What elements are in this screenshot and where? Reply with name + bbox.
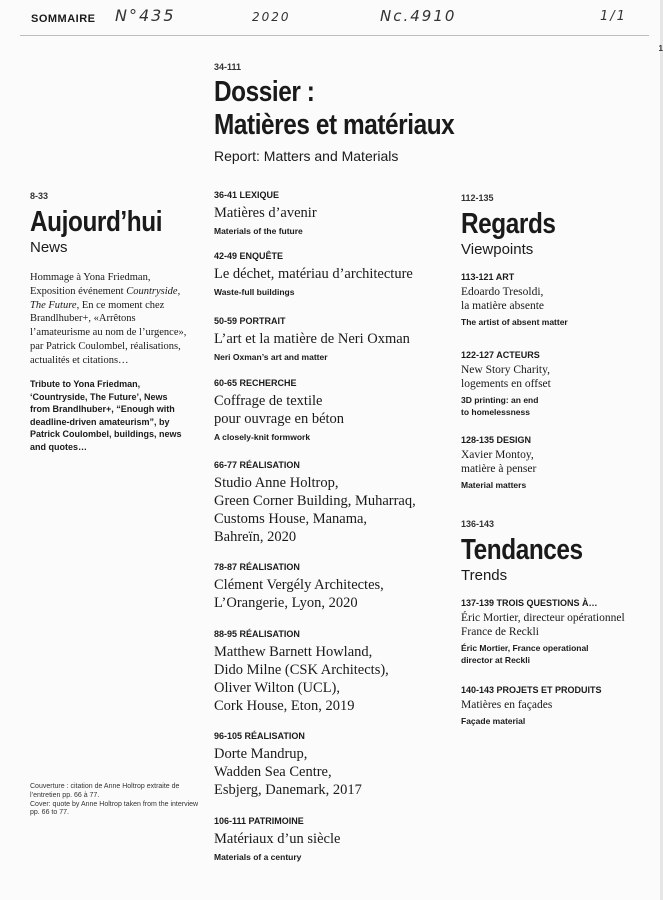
entry-english: Material matters bbox=[461, 480, 527, 490]
cover-note-en: Cover: quote by Anne Holtrop taken from the interview pp. 66 to 77. bbox=[30, 800, 199, 817]
entry-english: Materials of the future bbox=[214, 226, 303, 236]
entry-title: Le déchet, matériau d’architecture bbox=[214, 266, 413, 282]
entry-title: Xavier Montoy, matière à penser bbox=[461, 449, 537, 475]
aujourdhui-pages: 8-33 bbox=[30, 191, 49, 201]
entry-pages-rubric: 60-65 RECHERCHE bbox=[214, 378, 297, 388]
entry-pages-rubric: 36-41 LEXIQUE bbox=[214, 190, 280, 200]
entry-pages-rubric: 50-59 PORTRAIT bbox=[214, 316, 286, 326]
entry-pages-rubric: 128-135 DESIGN bbox=[461, 435, 532, 445]
regards-entry bbox=[461, 350, 651, 418]
aujourdhui-title: Aujourd’hui bbox=[30, 206, 163, 238]
dossier-pages: 34-111 bbox=[214, 62, 242, 72]
handwritten-page-count: 1/1 bbox=[600, 9, 627, 24]
regards-entry bbox=[461, 435, 651, 491]
regards-pages: 112-135 bbox=[461, 193, 494, 203]
handwritten-year: 2020 bbox=[252, 10, 291, 24]
dossier-entry bbox=[214, 316, 444, 363]
entry-title: New Story Charity, logements en offset bbox=[461, 364, 551, 390]
aujourdhui-subtitle: News bbox=[30, 239, 68, 256]
handwritten-reference: Nc.4910 bbox=[380, 7, 457, 25]
entry-title: Matériaux d’un siècle bbox=[214, 831, 341, 847]
entry-pages-rubric: 66-77 RÉALISATION bbox=[214, 460, 300, 470]
intro-fr-part-1: Hommage à Yona Friedman, Exposition événement bbox=[30, 272, 151, 297]
regards-subtitle: Viewpoints bbox=[461, 241, 534, 258]
dossier-title-line-2: Matières et matériaux bbox=[214, 109, 455, 141]
dossier-title-line-1: Dossier : bbox=[214, 76, 315, 108]
entry-english: Waste-full buildings bbox=[214, 287, 295, 297]
entry-title: L’art et la matière de Neri Oxman bbox=[214, 331, 410, 347]
dossier-entry bbox=[214, 251, 444, 298]
tendances-entry bbox=[461, 685, 651, 727]
entry-title: Coffrage de textile pour ouvrage en béton bbox=[214, 393, 345, 427]
entry-title: Edoardo Tresoldi, la matière absente bbox=[461, 286, 545, 312]
aujourdhui-intro-fr bbox=[30, 271, 190, 368]
intro-fr-exhibition-title: Countryside, The Future bbox=[30, 285, 181, 311]
entry-english: Éric Mortier, France operational director at Reckli bbox=[461, 643, 589, 665]
aujourdhui-intro-en: Tribute to Yona Friedman, ‘Countryside, The Future’, News from Brandlhuber+, “Enough with deadline-driven amateurism”, by Patrick Coulombel, buildings, news and quotes… bbox=[30, 379, 182, 452]
entry-pages-rubric: 42-49 ENQUÊTE bbox=[214, 251, 284, 261]
dossier-entry bbox=[214, 378, 444, 443]
entry-pages-rubric: 137-139 TROIS QUESTIONS À… bbox=[461, 598, 598, 608]
entry-pages-rubric: 113-121 ART bbox=[461, 272, 515, 282]
entry-english: The artist of absent matter bbox=[461, 317, 568, 327]
dossier-entry bbox=[214, 460, 444, 546]
entry-title: Dorte Mandrup, Wadden Sea Centre, Esbjerg, Danemark, 2017 bbox=[214, 746, 362, 798]
entry-title: Matières en façades bbox=[461, 699, 553, 711]
dossier-subtitle: Report: Matters and Materials bbox=[214, 148, 399, 164]
entry-pages-rubric: 106-111 PATRIMOINE bbox=[214, 816, 304, 826]
regards-entry bbox=[461, 272, 651, 328]
entry-pages-rubric: 140-143 PROJETS ET PRODUITS bbox=[461, 685, 602, 695]
dossier-entry bbox=[214, 629, 444, 715]
handwritten-issue-number: N°435 bbox=[115, 6, 176, 25]
dossier-entry bbox=[214, 562, 444, 612]
intro-fr-part-3: , En ce moment chez Brandlhuber+, «Arrêtons l’amateurisme au nom de l’urgence», par Patrick Coulombel, réalisations, actualités et citations… bbox=[30, 299, 187, 366]
dossier-title bbox=[214, 76, 454, 142]
entry-english: Neri Oxman’s art and matter bbox=[214, 352, 328, 362]
entry-title: Studio Anne Holtrop, Green Corner Building, Muharraq, Customs House, Manama, Bahreïn, 2020 bbox=[214, 475, 416, 545]
tendances-subtitle: Trends bbox=[461, 567, 508, 584]
entry-pages-rubric: 88-95 RÉALISATION bbox=[214, 629, 300, 639]
entry-english: A closely-knit formwork bbox=[214, 432, 311, 442]
entry-title: Clément Vergély Architectes, L’Orangerie, Lyon, 2020 bbox=[214, 577, 384, 611]
edge-mark: 1 bbox=[658, 44, 663, 53]
entry-title: Éric Mortier, directeur opérationnel France de Reckli bbox=[461, 612, 625, 638]
entry-pages-rubric: 122-127 ACTEURS bbox=[461, 350, 540, 360]
cover-note bbox=[30, 783, 200, 818]
dossier-entry bbox=[214, 731, 444, 799]
tendances-title: Tendances bbox=[461, 534, 583, 566]
section-label: SOMMAIRE bbox=[31, 13, 96, 25]
header-rule bbox=[20, 35, 649, 36]
tendances-entry bbox=[461, 598, 651, 666]
dossier-entry bbox=[214, 190, 444, 237]
entry-title: Matières d’avenir bbox=[214, 205, 317, 221]
regards-title: Regards bbox=[461, 208, 556, 240]
entry-english: Materials of a century bbox=[214, 852, 302, 862]
entry-title: Matthew Barnett Howland, Dido Milne (CSK Architects), Oliver Wilton (UCL), Cork House, Eton, 2019 bbox=[214, 644, 389, 714]
entry-english: 3D printing: an end to homelessness bbox=[461, 395, 539, 417]
entry-pages-rubric: 96-105 RÉALISATION bbox=[214, 731, 305, 741]
cover-note-fr: Couverture : citation de Anne Holtrop extraite de l’entretien pp. 66 à 77. bbox=[30, 783, 180, 799]
entry-english: Façade material bbox=[461, 716, 526, 726]
dossier-entry bbox=[214, 816, 444, 863]
entry-pages-rubric: 78-87 RÉALISATION bbox=[214, 562, 300, 572]
tendances-pages: 136-143 bbox=[461, 519, 495, 529]
